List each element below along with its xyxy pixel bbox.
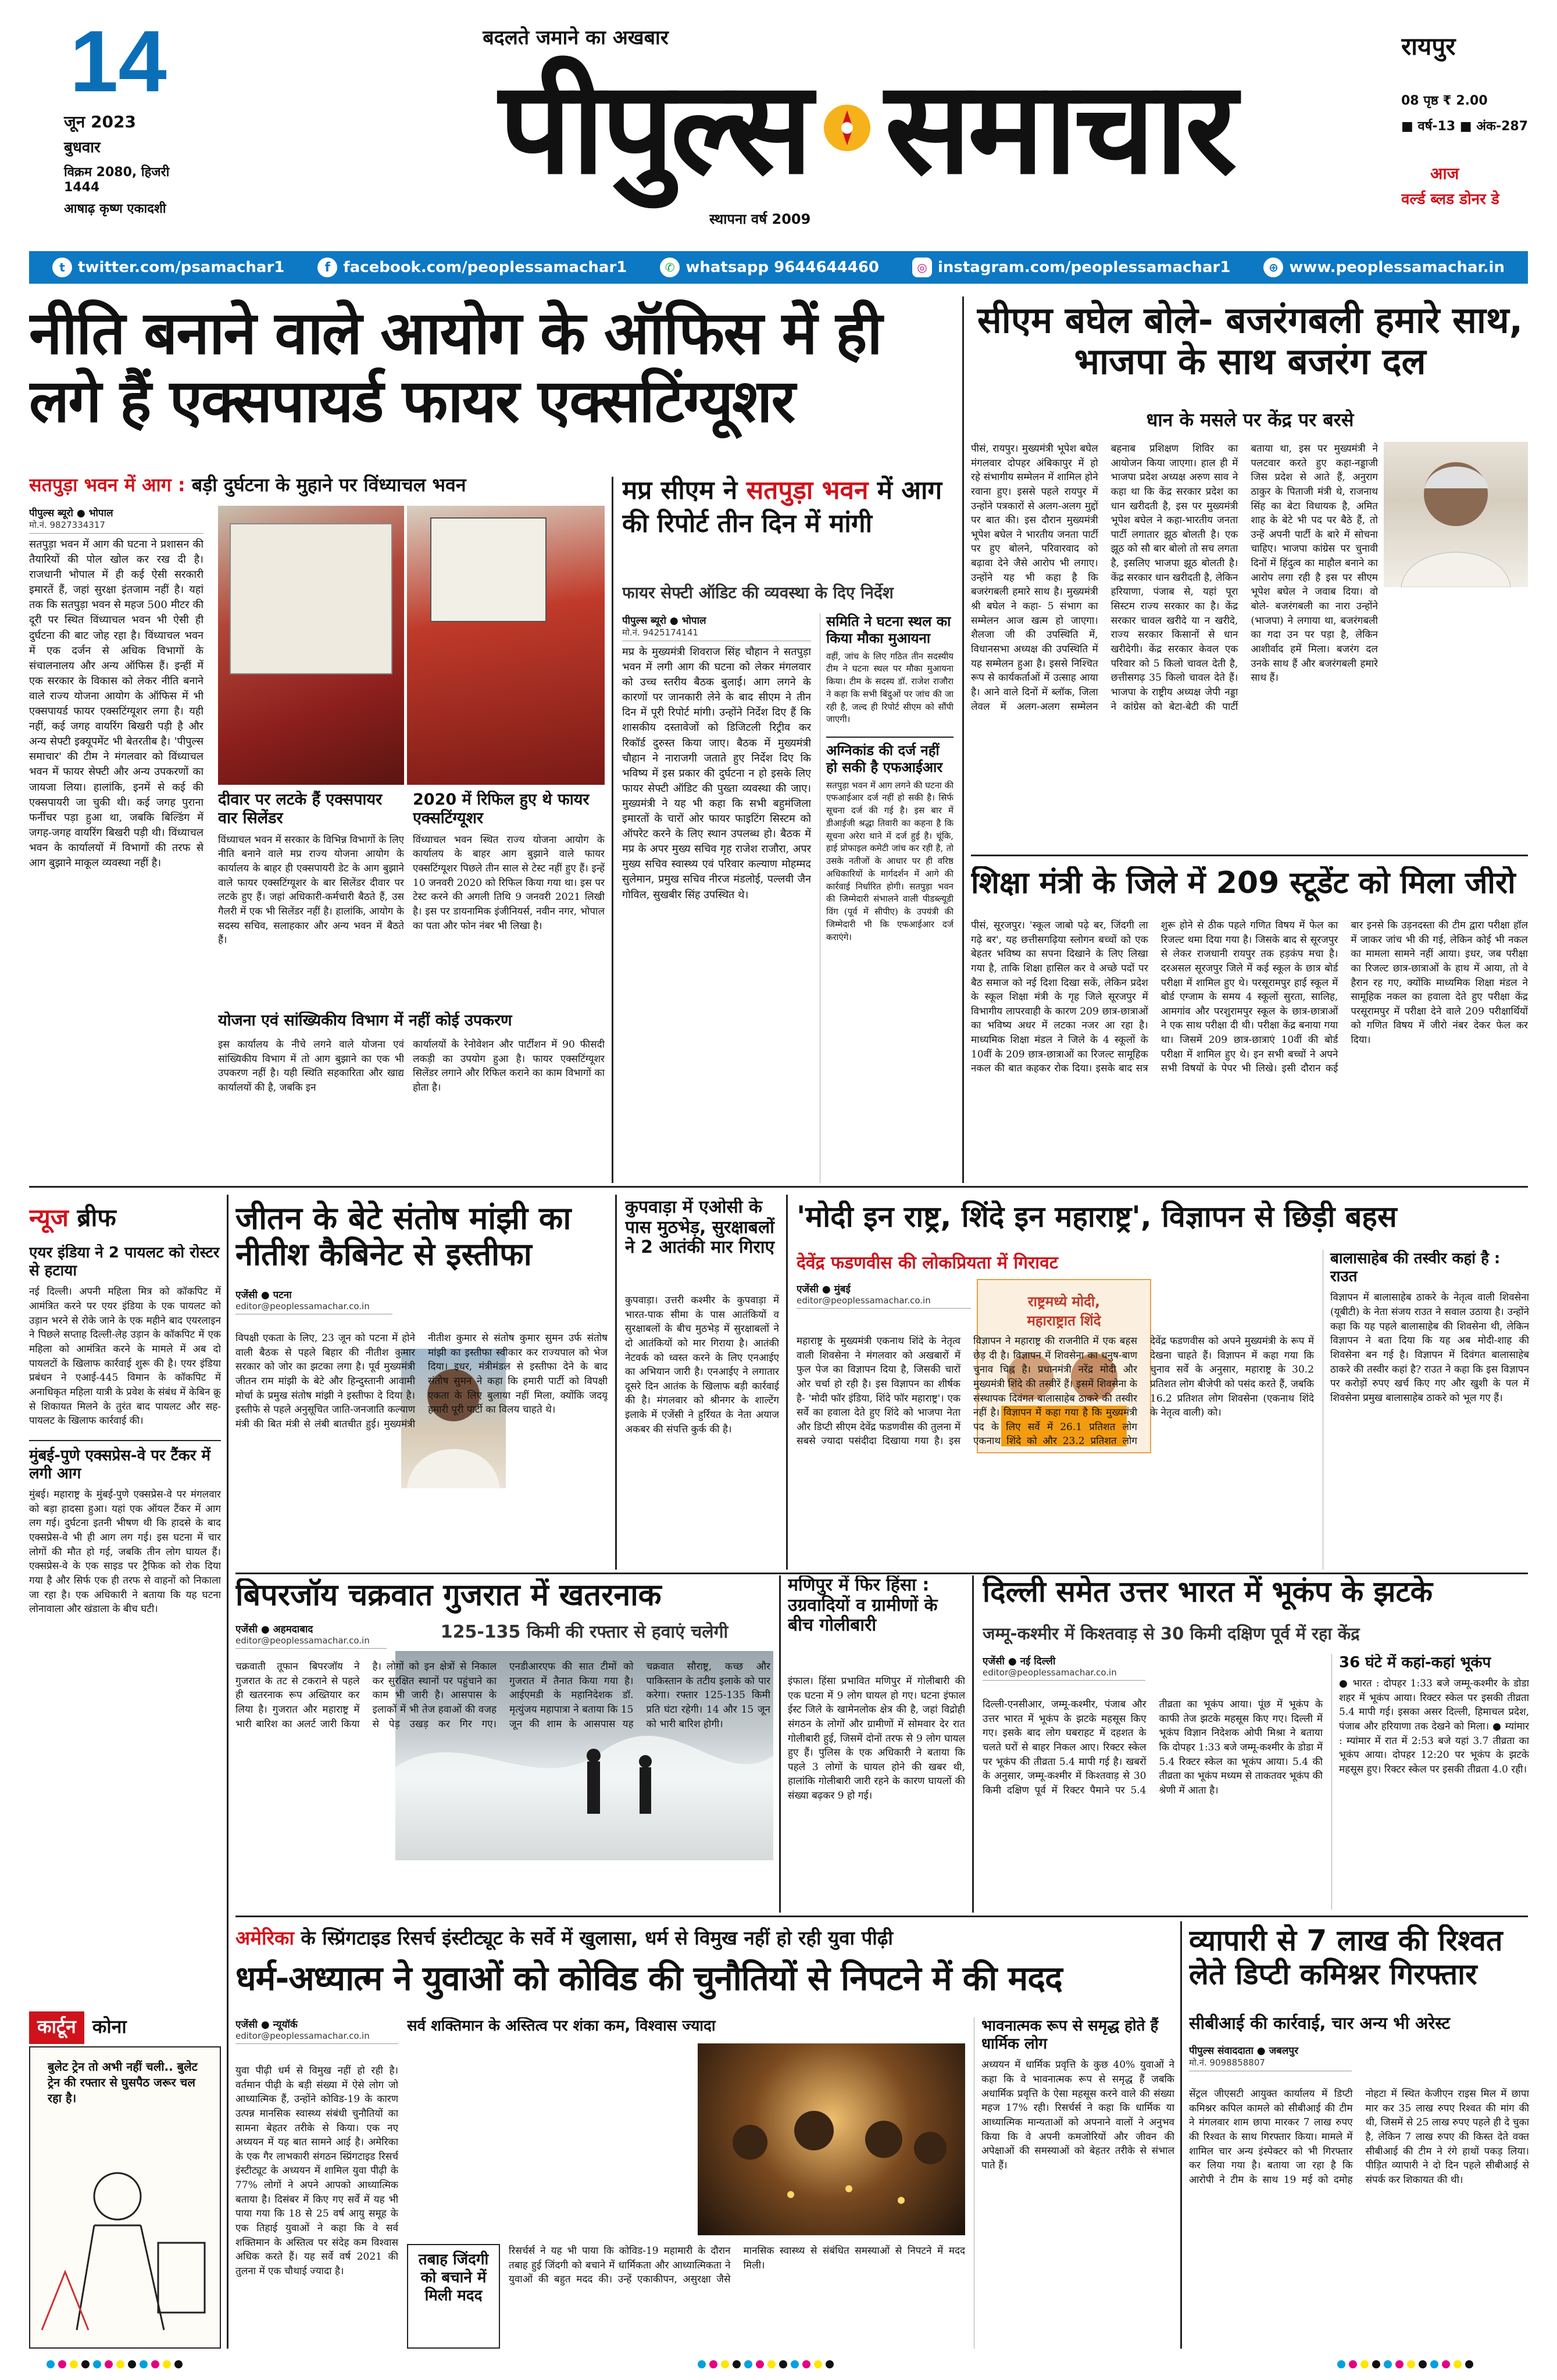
cg-subhead: धान के मसले पर केंद्र पर बरसे <box>1146 409 1354 431</box>
bribe-headline: व्यापारी से 7 लाख की रिश्वत लेते डिप्टी कमिश्नर गिरफ्तार <box>1189 1924 1503 1991</box>
edu-body: पीसं, सूरजपुर। 'स्कूल जाबो पढ़े बर, जिंदगी ला गढ़े बर', यह छत्तीसगढ़िया स्लोगन बच्चों को एक बेहतर भविष्य का सपना दिखाने के लिए लिखा गया है, ताकि शिक्षा हासिल कर वे अच्छे पदों पर बैठ समाज को नई दिशा दिखा सकें, लेकिन प्रदेश के स्कूल शिक्षा मंत्री के गृह जिले सूरजपुर में विभागीय लापरवाही के कारण 209 छात्र-छात्राओं का भविष्य अधर में लटका नजर आ रहा है। माध्यमिक शिक्षा मंडल ने जिले के 4 स्कूलों के 10वीं के 209 छात्र-छात्राओं का रिजल्ट सामूहिक नकल की बात कहकर रोक दिया। इसके बाद सत्र शुरू होने से ठीक पहले गणित विषय में फेल का रिजल्ट थमा दिया गया है। जिसके बाद से सूरजपुर से लेकर राजधानी रायपुर तक हड़कंप मचा है। दरअसल सूरजपुर जिले में कई स्कूल के छात्र बोर्ड परीक्षा में शामिल हुए थे। परसूरामपुर हाई स्कूल में बोर्ड एग्जाम के समय 4 स्कूलों सुरता, सालिह, आमगांव और परशुरामपुर स्कूल के छात्र-छात्राओं ने एक साथ परीक्षा दी थी। परीक्षा केंद्र बनाया गया था। जिसमें 209 छात्र-छात्राएं 10वीं की बोर्ड परीक्षा में शामिल हुए थे। इन सभी बच्चों ने अपने सभी विषयों के पेपर भी लिखे। इसी दौरान कई बार इनसे कि उड़नदस्ता की टीम द्वारा परीक्षा हॉल में जाकर जांच भी की गई, लेकिन कोई भी नकल का मामला सामने नहीं आया। इधर, जब परीक्षा का रिजल्ट छात्र-छात्राओं के हाथ में आया, तो वे हैरान रह गए, क्योंकि माध्यमिक शिक्षा मंडल ने सामूहिक नकल का हवाला देते हुए परीक्षा केंद्र परसूरामपुर में परीक्षा देने वाले 209 परीक्षार्थियों को गणित विषय में जीरो नंबर देकर फेल कर दिया। <box>971 920 1528 1075</box>
lead-mobile: मो.नं. 9827334317 <box>29 520 105 530</box>
twitter-link[interactable] <box>52 258 284 277</box>
printer-dot <box>105 2360 113 2368</box>
youth-byline-text: एजेंसी ● न्यूयॉर्क <box>235 2019 298 2031</box>
youth-headline: धर्म-अध्यात्म ने युवाओं को कोविड की चुनौतियों से निपटने में की मदद <box>235 1959 1062 1998</box>
youth-byline <box>235 2017 398 2044</box>
quake-email: editor@peoplessamachar.co.in <box>983 1667 1117 1678</box>
printer-color-strip-left <box>47 2360 183 2368</box>
modi-headline: 'मोदी इन राष्ट्र, शिंदे इन महाराष्ट्र', विज्ञापन से छिड़ी बहस <box>797 1200 1397 1234</box>
bribe-byline-block <box>1189 2043 1352 2084</box>
printer-dot <box>151 2360 159 2368</box>
printer-dot <box>1419 2360 1427 2368</box>
printer-color-strip-center <box>698 2360 834 2368</box>
bribe-byline <box>1189 2043 1352 2071</box>
youth-body: युवा पीढ़ी धर्म से विमुख नहीं हो रही है। वर्तमान पीढ़ी के बड़ी संख्या में ऐसे लोग जो आध्यात्मिक हैं, उन्होंने कोविड-19 के कारण उत्पन्न मानसिक स्वास्थ्य संबंधी चुनौतियों का सामना बेहतर तरीके से किया। एक नए अध्ययन में यह बात सामने आई है। अमेरिका के एक गैर लाभकारी संगठन स्प्रिंगटाइड रिसर्च इंस्टीट्यूट के अध्ययन में शामिल युवा पीढ़ी के 77% लोगों ने अपने आपको आध्यात्मिक बताया है। दिसंबर में किए गए सर्वे में यह भी पाया गया कि 18 से 25 वर्ष आयु समूह के एक तिहाई युवाओं ने कहा कि वे सर्व शक्तिमान के अस्तित्व पर संदेह कम विश्वास अधिक करते हैं। यह सर्वे वर्ष 2021 की तुलना में एक चौथाई ज्यादा है। <box>235 2065 398 2277</box>
cyclone-byline-text: एजेंसी ● अहमदाबाद <box>235 1624 313 1635</box>
modi-subhead: देवेंद्र फडणवीस की लोकप्रियता में गिरावट <box>797 1253 1058 1273</box>
modi-byline <box>797 1282 971 1309</box>
jeetan-headline: जीतन के बेटे संतोष मांझी का नीतीश कैबिनेट से इस्तीफा <box>235 1200 572 1273</box>
printer-dot <box>1454 2360 1462 2368</box>
printer-dot <box>756 2360 764 2368</box>
divider-cg-edu <box>971 855 1528 856</box>
bribe-byline-text: पीपुल्स संवाददाता ● जबलपुर <box>1189 2045 1299 2057</box>
printer-dot <box>1384 2360 1392 2368</box>
printer-color-strip-right <box>1337 2360 1473 2368</box>
lead-kicker-rest: बड़ी दुर्घटना के मुहाने पर विंध्याचल भवन <box>191 474 466 496</box>
jeetan-byline <box>235 1288 392 1314</box>
divider-top-section <box>29 1186 1528 1188</box>
printer-dot <box>81 2360 90 2368</box>
raut-title: बालासाहेब की तस्वीर कहां है : राउत <box>1330 1250 1501 1286</box>
extinguisher-photo-left <box>218 506 404 785</box>
edu-headline: शिक्षा मंत्री के जिले में 209 स्टूडेंट को मिला जीरो <box>971 866 1516 900</box>
lead-caption-left-title: दीवार पर लटके हैं एक्सपायर वार सिलेंडर <box>218 791 383 828</box>
divider-youth-bribe <box>1180 1921 1182 2349</box>
youth-side-body: अध्ययन में धार्मिक प्रवृत्ति के कुछ 40% युवाओं ने कहा कि वे भावनात्मक रूप से समृद्ध हैं जबकि अधार्मिक प्रवृत्ति के ऐसा महसूस करने वाले की संख्या महज 17% रही। रिसर्चर्स ने कहा कि धार्मिक या आध्यात्मिक मान्यताओं को अपनाने वालों ने अनुभव किया कि वे अपनी कमजोरियों और जीवन की अपेक्षाओं की समस्याओं को बेहतर तरीके से संभाल पाते हैं। <box>981 2059 1174 2171</box>
youth-kicker-rest: के स्प्रिंगटाइड रिसर्च इंस्टीट्यूट के सर्वे में खुलासा, धर्म से विमुख नहीं हो रही युवा पीढ़ी <box>301 1927 893 1949</box>
printer-dot <box>744 2360 752 2368</box>
mp-cm-headline-post: में आग की रिपोर्ट तीन दिन में मांगी <box>622 476 942 539</box>
ad-line-2: महाराष्ट्रात शिंदे <box>1027 1313 1101 1329</box>
printer-dot <box>709 2360 717 2368</box>
printer-dot <box>128 2360 136 2368</box>
printer-dot <box>1349 2360 1357 2368</box>
fir-box-body: सतपुड़ा भवन में आग लगने की घटना की एफआईआर दर्ज नहीं हो सकी है। सिर्फ सूचना दर्ज की गई है। इस बार में डीआईजी श्रद्धा तिवारी का कहना है कि सूचना अरेरा थाने में दर्ज हुई है। चूंकि, हाई प्रोफाइल कमेटी जांच कर रही है, तो उसके नतीजों के आधार पर ही वरिष्ठ अधिकारियों के मार्गदर्शन में आगे की कार्रवाई निर्धारित होगी। सतपुड़ा भवन की जिम्मेदारी संभालने वाली पीडब्ल्यूडी विंग (पूर्व में सीपीए) के उपयंत्री की जिम्मेदारी भी कि एफआईआर दर्ज कराएंगे। <box>826 780 954 942</box>
twitter-icon: t <box>52 258 72 277</box>
printer-dot <box>802 2360 810 2368</box>
lead-body: सतपुड़ा भवन में आग की घटना ने प्रशासन की तैयारियों की पोल खोल कर रख दी है। राजधानी भोपाल में ही कई ऐसी सरकारी इमारतें हैं, जहां सुरक्षा इंतजाम नहीं है। यहां तक कि सतपुड़ा भवन से महज 500 मीटर की दूरी पर स्थित विंध्याचल भवन भी ऐसी ही दुर्घटना की बाट जोह रहा है। विंध्याचल भवन में एक दर्जन से अधिक विभागों के संचालनालय और अन्य ऑफिस हैं। इन्हीं में एक सरकार के विकास को लेकर नीति बनाने वाले राज्य योजना आयोग के ऑफिस में भी एक्सपायर्ड फायर एक्सटिंग्यूशर लगा है। यही नहीं, कई जगह वायरिंग बिखरी पड़ी है और अन्य सेफ्टी इक्यूपमेंट भी बेतरतीब है। 'पीपुल्स समाचार' की टीम ने मंगलवार को विंध्याचल भवन में फायर सेफ्टी और अन्य उपकरणों का जायजा लिया। हालांकि, इनमें से कई की एक्सपायरी जा चुकी थी। कई जगह पुराना फर्नीचर पड़ा हुआ था, जबकि बिल्डिंग में जगह-जगह वायरिंग बिखरी पड़ी थी। विंध्याचल भवन के कार्यालयों में विभागों की तरफ से आग बुझाने माकूल व्यवस्था नहीं है। <box>29 538 203 869</box>
extinguisher-label-left <box>230 523 392 674</box>
crowd-candles-icon <box>698 2043 965 2235</box>
date-day: 14 <box>70 17 167 110</box>
today-label: आज <box>1430 164 1459 183</box>
brief-air-india-body: नई दिल्ली। अपनी महिला मित्र को कॉकपिट में आमंत्रित करने पर एयर इंडिया के एक पायलट को उड़ान भरने से रोके जाने के एक महीने बाद एयरलाइन ने पिछले सप्ताह दिल्ली-लेह उड़ान के कॉकपिट में एक महिला को आमंत्रित करने के मामले में अब दो पायलटों के खिलाफ कार्रवाई शुरू की है। एयर इंडिया प्रबंधन ने एआई-445 विमान के कॉकपिट में अनाधिकृत महिला यात्री के प्रवेश के संबंध में केबिन क्रू से शिकायत मिलने के तुरंत बाद पायलट और सह-पायलट के खिलाफ कार्रवाई की। <box>29 1286 221 1427</box>
cartoon-panel <box>29 2046 221 2349</box>
extinguisher-photo-right <box>407 506 605 785</box>
mp-cm-byline-text: पीपुल्स ब्यूरो ● भोपाल <box>622 615 706 627</box>
tagline: बदलते जमाने का अखबार <box>483 26 669 49</box>
printer-dot <box>1360 2360 1369 2368</box>
quake-sidebar <box>1331 1654 1529 1910</box>
cartoon-label <box>29 2011 221 2044</box>
edition-info <box>1401 29 1534 259</box>
youth-box-title: तबाह जिंदगी को बचाने में मिली मदद <box>418 2251 489 2305</box>
lead-sub-left: इस कार्यालय के नीचे लगने वाले योजना एवं सांख्यिकीय विभाग में तो आग बुझाने का एक भी उपकरण नहीं है। यही स्थिति सहकारिता और खाद्य कार्यालयों की है, जबकि इन <box>218 1039 404 1093</box>
printer-dot <box>733 2360 741 2368</box>
website-url: www.peoplessamachar.in <box>1289 259 1505 276</box>
divider-cyclone-manipur <box>779 1575 781 1913</box>
manipur-headline: मणिपुर में फिर हिंसा : उग्रवादियों व ग्रामीणों के बीच गोलीबारी <box>788 1575 938 1635</box>
cartoon-label-black: कोना <box>92 2016 127 2038</box>
youth-kicker <box>235 1924 1166 1953</box>
date-month-year: जून 2023 <box>64 112 136 131</box>
divider-lead-mp <box>612 477 613 1183</box>
cg-body: पीसं, रायपुर। मुख्यमंत्री भूपेश बघेल मंगलवार दोपहर अंबिकापुर में हो रहे संभागीय सम्मेलन में शामिल होने रवाना हुए। इससे पहले रायपुर में उन्होंने पत्रकारों से अलग-अलग मुद्दों पर बात की। इस दौरान मुख्यमंत्री भूपेश बघेल ने भारतीय जनता पार्टी पर हुए बोलने, परिवारवाद को बढ़ावा देने जैसे आरोप भी लगाए। उन्होंने यह भी कहा है कि बजरंगबली हमारे साथ है। मुख्यमंत्री श्री बघेल ने कहा- 5 संभाग का सम्मेलन आज खत्म हो जाएगा। शैलजा जी की उपस्थिति में, विधानसभा अध्यक्ष की उपस्थिति में यह सम्मेलन हुआ है। इससे निश्चित रूप से कार्यकर्ताओं में उत्साह आया है। आने वाले दिनों में ब्लॉक, जिला लेवल में अलग-अलग सम्मेलन बहनाब प्रशिक्षण शिविर का आयोजन किया जाएगा। हाल ही में भाजपा प्रदेश अध्यक्ष अरुण साव ने कहा था कि केंद्र सरकार प्रदेश का धान खरीदती है, इस पर मुख्यमंत्री भूपेश बघेल ने कहा-भारतीय जनता पार्टी लगातार झूठ बोलती है। एक झूठ को सौ बार बोलो तो सच लगता है, इसलिए भाजपा झूठ बोलती है। केंद्र सरकार धान खरीदती है, लेकिन हरियाणा, पंजाब से, यहां पूरा सिस्टम राज्य सरकार का है। केंद्र सरकार चावल खरीदे या न खरीदे, राज्य सरकार किसानों से धान खरीदेगी। केंद्र सरकार केवल एक परिवार को 5 किलो चावल देती है, छत्तीसगढ़ 35 किलो चावल देते हैं। भाजपा के राष्ट्रीय अध्यक्ष जेपी नड्डा ने कांग्रेस को बेटा-बेटी की पार्टी बताया था, इस पर मुख्यमंत्री ने पलटवार करते हुए कहा-नड्डाजी जिस प्रदेश से आते हैं, अनुराग ठाकुर के पिताजी मंत्री थे, राजनाथ सिंह का बेटा विधायक है, अमित शाह के बेटे भी पद पर बैठे हैं, तो उन्हें अपनी पार्टी के बारे में सोचना चाहिए। भाजपा कांग्रेस पर चुनावी दिनों में हिंदुत्व का माहौल बनाने का आरोप लगा रही है इस पर सीएम भूपेश बघेल ने जवाब दिया। वो बोले- बजरंगबली का नारा उन्होंने (भाजपा) ने लगाया था, बजरंगबली का गदा उन पर पड़ा है, लेकिन आशीर्वाद हमें मिला। बजरंग दल उनके साथ हैं और बजरंगबली हमारे साथ हैं। <box>971 443 1378 713</box>
today-event: वर्ल्ड ब्लड डोनर डे <box>1401 191 1499 208</box>
cartoon-label-red: कार्टून <box>29 2011 84 2044</box>
printer-dot <box>174 2360 183 2368</box>
printer-dot <box>826 2360 834 2368</box>
facebook-handle: facebook.com/peoplessamachar1 <box>343 259 627 276</box>
lead-byline <box>29 506 203 534</box>
printer-dot <box>1372 2360 1380 2368</box>
quake-byline-text: एजेंसी ● नई दिल्ली <box>983 1656 1056 1667</box>
whatsapp-icon: ✆ <box>660 258 680 277</box>
news-brief-label-red: न्यूज <box>29 1203 69 1232</box>
tithi: आषाढ़ कृष्ण एकादशी <box>64 202 166 216</box>
printer-dot <box>814 2360 822 2368</box>
portrait-silhouette-icon <box>1384 442 1528 587</box>
extinguisher-label-right <box>430 517 547 622</box>
manipur-body: इंफाल। हिंसा प्रभावित मणिपुर में गोलीबारी की एक घटना में 9 लोग घायल हो गए। घटना इंफाल ईस्ट जिले के खामेनलोक क्षेत्र की है, जहां विद्रोही संगठन के लोगों और ग्रामीणों में सोमवार देर रात गोलीबारी हुई, जिसमें दोनों तरफ से 9 लोग घायल हुए हैं। पुलिस के एक अधिकारी ने बताया कि पहले 3 लोगों के घायल होने की खबर थी, हालांकि गोलीबारी जारी रहने के कारण घायलों की संख्या बढ़कर 9 हो गई। <box>788 1675 965 1802</box>
youth-byline-block <box>235 2017 398 2058</box>
quake-side-body: ● भारत : दोपहर 1:33 बजे जम्मू-कश्मीर के डोडा शहर में भूकंप आया। रिक्टर स्केल पर इसकी तीव्रता 5.4 मापी गई। इसका असर दिल्ली, हिमाचल प्रदेश, पंजाब और हरियाणा तक देखने को मिला। ● म्यांमार : म्यांमार में रात में 2:53 बजे यहां 3.7 तीव्रता का भूकंप आया। दोपहर 12:20 पर भूकंप के झटके महसूस हुए। रिक्टर स्केल पर इसकी तीव्रता 4.0 रही। <box>1339 1678 1529 1776</box>
bhupesh-baghel-photo <box>1384 442 1528 587</box>
lead-body-column <box>29 506 203 1174</box>
printer-dot <box>70 2360 78 2368</box>
ad-line-1: राष्ट्रमध्ये मोदी, <box>1027 1293 1101 1310</box>
raut-sidebar <box>1323 1250 1529 1570</box>
committee-box-title: समिति ने घटना स्थल का किया मौका मुआयना <box>826 613 951 646</box>
cartoon-speech: बुलेट ट्रेन तो अभी नहीं चली.. बुलेट ट्रेन की रफ्तार से घुसपैठ जरूर चल रहा है। <box>48 2060 198 2105</box>
printer-dot <box>47 2360 55 2368</box>
lead-headline: नीति बनाने वाले आयोग के ऑफिस में ही लगे हैं एक्सपायर्ड फायर एक्सटिंग्यूशर <box>29 299 881 437</box>
whatsapp-link[interactable] <box>660 258 879 277</box>
youth-box <box>407 2244 500 2349</box>
facebook-icon: f <box>317 258 337 277</box>
globe-icon: ⊕ <box>1263 258 1283 277</box>
samvat: विक्रम 2080, हिजरी 1444 <box>64 165 170 195</box>
lead-caption-right <box>413 791 605 1012</box>
fir-box-title: अग्निकांड की दर्ज नहीं हो सकी है एफआईआर <box>826 737 954 776</box>
printer-dot <box>58 2360 66 2368</box>
raut-body: विज्ञापन में बालासाहेब ठाकरे के नेतृत्व वाली शिवसेना (यूबीटी) के नेता संजय राउत ने सवाल उठाया है। उन्होंने कहा कि यह पहले बालासाहेब की शिवसेना थी, लेकिन विज्ञापन ने बता दिया कि यह अब मोदी-शाह की शिवसेना बन गई है। विज्ञापन में दिवंगत बालासाहेब ठाकरे की तस्वीर कहां है? राउत ने कहा कि इस विज्ञापन पर करोड़ों रुपए खर्च किए गए और खुशी के पल में शिवसेना प्रमुख बालासाहेब ठाकरे को भूल गए हैं। <box>1330 1292 1529 1404</box>
modi-byline-text: एजेंसी ● मुंबई <box>797 1284 851 1295</box>
divider-lower <box>235 1916 1528 1917</box>
masthead <box>23 12 1534 259</box>
brief-air-india-title: एयर इंडिया ने 2 पायलट को रोस्टर से हटाया <box>29 1244 220 1280</box>
mp-cm-subhead: फायर सेफ्टी ऑडिट की व्यवस्था के दिए निर्देश <box>622 583 894 602</box>
bribe-mobile: मो.नं. 9098858807 <box>1189 2057 1265 2068</box>
quake-byline <box>983 1654 1145 1681</box>
date-block <box>23 17 209 238</box>
printer-dot <box>1337 2360 1345 2368</box>
cyclone-byline-block <box>235 1622 387 1657</box>
youth-kicker-red: अमेरिका <box>235 1927 294 1949</box>
printer-dot <box>1395 2360 1404 2368</box>
social-bar <box>29 251 1528 284</box>
mp-cm-headline-pre: मप्र सीएम ने <box>622 476 738 505</box>
instagram-icon: ◎ <box>912 258 932 277</box>
divider-brief <box>227 1195 228 2349</box>
youth-prayer-photo <box>698 2043 965 2235</box>
cg-headline: सीएम बघेल बोले- बजरंगबली हमारे साथ, भाजपा के साथ बजरंग दल <box>977 299 1523 383</box>
pages-price: 08 पृष्ठ ₹ 2.00 <box>1401 94 1488 108</box>
title-emblem-icon <box>821 102 873 154</box>
lead-sub-right: कार्यालयों के रेनोवेशन और पार्टीशन में 90 फीसदी लकड़ी का उपयोग हुआ है। फायर एक्सटिंग्यूशर सिलेंडर लगाने और रिफिल कराने का काम विभागों का होता है। <box>413 1039 605 1093</box>
mp-cm-body: मप्र के मुख्यमंत्री शिवराज सिंह चौहान ने सतपुड़ा भवन में लगी आग की घटना को लेकर मंगलवार को उच्च स्तरीय बैठक बुलाई। आग लगने के कारणों पर जानकारी लेने के बाद सीएम ने तीन दिन में पूरी रिपोर्ट मांगी। उन्होंने निर्देश दिए हैं कि शासकीय दस्तावेजों को डिजिटली रिट्रीव कर रिकॉर्ड दुरुस्त किया जाए। बैठक में मुख्यमंत्री चौहान ने नाराजगी जताते हुए निर्देश दिए कि भविष्य में इस प्रकार की दुर्घटना न हो इसके लिए फायर सेफ्टी ऑडिट की पुख्ता व्यवस्था की जाए। मुख्यमंत्री ने यह भी कहा कि सभी बहुमंजिला इमारतों के चारों ओर फायर फाइटिंग सिस्टम को ऑपरेट करने के लिए स्थान उपलब्ध हो। बैठक में मप्र के अपर मुख्य सचिव गृह राजेश राजौरा, अपर मुख्य सचिव स्वास्थ्य एवं परिवार कल्याण मोहम्मद सुलेमान, प्रमुख सचिव नीरज मंडलोई, पल्लवी जैन गोविल, सुखबीर सिंह उपस्थित थे। <box>622 646 811 901</box>
brief-tanker-title: मुंबई-पुणे एक्सप्रेस-वे पर टैंकर में लगी आग <box>29 1440 221 1483</box>
city: रायपुर <box>1401 32 1456 60</box>
quake-side-title: 36 घंटे में कहां-कहां भूकंप <box>1339 1654 1491 1671</box>
news-brief-label <box>29 1200 221 1235</box>
printer-dot <box>116 2360 124 2368</box>
divider-kupwara-modi <box>786 1195 788 1570</box>
news-brief-label-black: ब्रीफ <box>77 1203 116 1232</box>
title-left: पीपुल्स <box>499 53 809 202</box>
volume-issue: ■ वर्ष-13 ■ अंक-287 <box>1401 119 1529 134</box>
printer-dot <box>1465 2360 1473 2368</box>
kupwara-headline: कुपवाड़ा में एओसी के पास मुठभेड़, सुरक्षाबलों ने 2 आतंकी मार गिराए <box>625 1198 775 1257</box>
instagram-handle: instagram.com/peoplessamachar1 <box>937 259 1231 276</box>
printer-dot <box>767 2360 776 2368</box>
divider-mp-cg <box>962 296 964 1183</box>
quake-headline: दिल्ली समेत उत्तर भारत में भूकंप के झटके <box>983 1575 1433 1609</box>
youth-photo-caption: सर्व शक्तिमान के अस्तित्व पर शंका कम, विश्वास ज्यादा <box>407 2017 716 2035</box>
printer-dot <box>779 2360 787 2368</box>
brief-tanker-body: मुंबई। महाराष्ट्र के मुंबई-पुणे एक्सप्रेस-वे पर मंगलवार को बड़ा हादसा हुआ। यहां एक ऑयल टैंकर में आग लग गई। दुर्घटना इतनी भीषण थी कि हादसे के बाद एक्सप्रेस-वे भी ही आग लग गई। इस घटना में चार लोगों की मौत हो गई, जबकि तीन लोग घायल हैं। एक्सप्रेस-वे के एक साइड पर ट्रैफिक को रोक दिया गया है और सिर्फ एक ही तरफ से वाहनों को निकाला जा रहा है। एक अधिकारी ने बताया कि यह घटना लोनावाला और खंडाला के बीच घटी। <box>29 1489 221 1616</box>
twitter-handle: twitter.com/psamachar1 <box>78 259 285 276</box>
printer-dot <box>1442 2360 1450 2368</box>
mp-cm-body-col <box>622 613 811 1183</box>
jeetan-byline-text: एजेंसी ● पटना <box>235 1289 292 1301</box>
lead-caption-left-body: विंध्याचल भवन में सरकार के विभिन्न विभागों के लिए नीति बनाने वाले मप्र राज्य योजना आयोग के कार्यालय के बाहर ही एक्सपायरी डेट के आग बुझाने वाले फायर एक्सटिंग्यूशर के बार सिलेंडर दीवार पर लटके हुए हैं। जहां अधिकारी-कर्मचारी बैठते हैं, उस गैलरी में एक भी सिलेंडर नहीं है। हालांकि, आयोग के सदस्य सचिव, सलाहकार और अन्य भवन में बैठते हैं। <box>218 834 404 946</box>
printer-dot <box>791 2360 799 2368</box>
mp-cm-headline-red: सतपुड़ा भवन <box>746 476 869 505</box>
youth-email: editor@peoplessamachar.co.in <box>235 2031 370 2041</box>
website-link[interactable] <box>1263 258 1505 277</box>
printer-dot <box>93 2360 101 2368</box>
modi-body: महाराष्ट्र के मुख्यमंत्री एकनाथ शिंदे के नेतृत्व वाली शिवसेना ने मंगलवार को अखबारों में फुल पेज का विज्ञापन दिया है, जिसकी चारों ओर चर्चा हो रही है। इस विज्ञापन का शीर्षक है- 'मोदी फॉर इंडिया, शिंदे फॉर महाराष्ट्र'। एक सर्वे का हवाला देते हुए शिंदे को भाजपा नेता और डिप्टी सीएम देवेंद्र फडणवीस की तुलना में सबसे ज्यादा पसंदीदा दिखाया गया है। इस विज्ञापन ने महाराष्ट्र की राजनीति में एक बहस छेड़ दी है। विज्ञापन में शिवसेना का धनुष-बाण चुनाव चिह्न है। प्रधानमंत्री नरेंद्र मोदी और मुख्यमंत्री शिंदे की तस्वीरें हैं। इसमें शिवसेना के संस्थापक दिवंगत बालासाहेब ठाकरे की तस्वीर नहीं है। विज्ञापन में कहा गया है कि मुख्यमंत्री पद के लिए सर्वे में 26.1 प्रतिशत लोग एकनाथ शिंदे को और 23.2 प्रतिशत लोग देवेंद्र फडणवीस को अपने मुख्यमंत्री के रूप में देखना चाहते हैं। विज्ञापन में कहा गया कि चुनाव सर्वे के अनुसार, महाराष्ट्र के 30.2 प्रतिशत लोग बीजेपी को पसंद करते हैं, जबकि 16.2 प्रतिशत लोग शिवसेना (एकनाथ शिंदे के नेतृत्व वाली) को। <box>797 1335 1314 1448</box>
cyclone-photo-caption: 125-135 किमी की रफ्तार से हवाएं चलेगी <box>440 1622 728 1642</box>
committee-box-body: वहीं, जांच के लिए गठित तीन सदस्यीय टीम ने घटना स्थल पर मौका मुआयना किया। टीम के सदस्य डॉ. राजेश राजौरा ने कहा कि सभी बिंदुओं पर जांच की जा रही है, जल्द ही रिपोर्ट सीएम को सौंपी जाएगी। <box>826 651 954 725</box>
lead-byline-text: पीपुल्स ब्यूरो ● भोपाल <box>29 508 113 519</box>
printer-dot <box>698 2360 706 2368</box>
mp-cm-mobile: मो.नं. 9425174141 <box>622 627 698 638</box>
cyclone-email: editor@peoplessamachar.co.in <box>235 1635 370 1646</box>
cyclone-byline <box>235 1622 387 1649</box>
youth-box-body: रिसर्चर्स ने यह भी पाया कि कोविड-19 महामारी के दौरान तबाह हुई जिंदगी को बचाने में धार्मिकता और आध्यात्मिकता ने युवाओं की बहुत मदद की। उन्हें एकाकीपन, असुरक्षा जैसे मानसिक स्वास्थ्य से संबंधित समस्याओं से निपटने में मदद मिली। <box>509 2245 965 2286</box>
mp-cm-sidebar <box>820 613 954 1183</box>
quake-subhead: जम्मू-कश्मीर में किश्तवाड़ से 30 किमी दक्षिण पूर्व में रहा केंद्र <box>983 1624 1360 1643</box>
lead-kicker-red: सतपुड़ा भवन में आग : <box>29 474 185 496</box>
jeetan-byline-block <box>235 1288 392 1328</box>
lead-kicker <box>29 472 605 499</box>
modi-email: editor@peoplessamachar.co.in <box>797 1295 931 1306</box>
newspaper-title <box>291 47 1442 209</box>
divider-mid <box>235 1573 1528 1574</box>
instagram-link[interactable] <box>912 258 1230 277</box>
bribe-body: सेंट्रल जीएसटी आयुक्त कार्यालय में डिप्टी कमिश्नर कपिल कामले को सीबीआई की टीम ने मंगलवार शाम छापा मारकर 7 लाख रुपए की रिश्वत के साथ गिरफ्तार किया। मामले में शामिल चार अन्य इंस्पेक्टर को भी गिरफ्तार कर लिया गया है। बताया जा रहा है कि आरोपी ने टीम के साथ 19 मई को दमोह नोहटा में स्थित केजीएन राइस मिल में छापा मार कर 35 लाख रुपए रिश्वत की मांग की थी, जिसमें से 25 लाख रुपए पहले ही दे चुका है, लेकिन 7 लाख रुपए की किस्त देते वक्त सीबीआई की टीम ने रंगे हाथों पकड़ लिया। पीड़ित व्यापारी ने दो दिन पहले सीबीआई से संपर्क कर शिकायत की थी। <box>1189 2088 1529 2186</box>
lead-caption-left <box>218 791 404 1012</box>
lead-subkicker: योजना एवं सांख्यिकीय विभाग में नहीं कोई उपकरण <box>218 1012 512 1030</box>
divider-manipur-quake <box>972 1575 974 1913</box>
established: स्थापना वर्ष 2009 <box>709 211 811 227</box>
lead-caption-right-body: विंध्याचल भवन स्थित राज्य योजना आयोग के कार्यालय के बाहर आग बुझाने वाले फायर एक्सटिंग्यूशर पिछले तीन साल से टेस्ट नहीं हुए हैं। इन्हें 10 जनवरी 2020 को रिफिल किया गया था। इस पर टेस्ट करने की अगली तिथि 9 जनवरी 2021 लिखी है। इस पर डायनामिक इंजीनियर्स, नवीन नगर, भोपाल का पता और फोन नंबर भी लिखा है। <box>413 834 605 932</box>
jeetan-email: editor@peoplessamachar.co.in <box>235 1301 370 1311</box>
cyclone-headline: बिपरजॉय चक्रवात गुजरात में खतरनाक <box>235 1578 662 1613</box>
divider-jeetan-kupwara <box>615 1195 617 1570</box>
quake-byline-block <box>983 1654 1145 1695</box>
printer-dot <box>1430 2360 1438 2368</box>
printer-dot <box>163 2360 171 2368</box>
youth-center-text <box>407 2043 686 2235</box>
printer-dot <box>140 2360 148 2368</box>
mp-cm-headline <box>622 474 948 555</box>
youth-sidebar <box>974 2017 1174 2349</box>
printer-dot <box>721 2360 729 2368</box>
cyclone-body: चक्रवाती तूफान बिपरजॉय ने गुजरात के तट से टकराने से पहले ही खतरनाक रूप अख्तियार कर लिया है। गुजरात और महाराष्ट्र में भारी बारिश का अलर्ट जारी किया है। लोगों को इन क्षेत्रों से निकाल कर सुरक्षित स्थानों पर पहुंचाने का काम भी जारी है। आसपास के इलाकों में भी तेज हवाओं की वजह से पेड़ उखड़ कर गिर गए। एनडीआरएफ की सात टीमों को गुजरात में तैनात किया गया है। आईएमडी के महानिदेशक डॉ. मृत्युंजय महापात्रा ने बताया कि 15 जून की शाम के आसपास यह चक्रवात सौराष्ट्र, कच्छ और पाकिस्तान के तटीय इलाके को पार करेगा। रफ्तार 125-135 किमी प्रति घंटा रहेगी। 14 और 15 जून को भारी बारिश होगी। <box>235 1661 770 1730</box>
quake-body: दिल्ली-एनसीआर, जम्मू-कश्मीर, पंजाब और उत्तर भारत में भूकंप के झटके महसूस किए गए। इसके बाद लोग घबराहट में दहशत के चलते घरों से बाहर निकल आए। रिक्टर स्केल पर भूकंप की तीव्रता 5.4 मापी गई है। खबरों के अनुसार, जम्मू-कश्मीर में किश्तवाड़ से 30 किमी दक्षिण पूर्व में रिक्टर पैमाने पर 5.4 तीव्रता का भूकंप आया। पूंछ में भूकंप के काफी तेज झटके महसूस किए गए। दिल्ली में भूकंप विज्ञान निदेशक ओपी मिश्रा ने बताया कि दोपहर 1:33 बजे जम्मू-कश्मीर के डोडा में 5.4 रिक्टर स्केल का भूकंप आया। 5.4 की तीव्रता का भूकंप मध्यम से ताकतवर भूकंप की श्रेणी में आता है। <box>983 1699 1323 1796</box>
facebook-link[interactable] <box>317 258 627 277</box>
whatsapp-number: whatsapp 9644644460 <box>685 259 880 276</box>
weekday: बुधवार <box>64 139 101 156</box>
bribe-subhead: सीबीआई की कार्रवाई, चार अन्य भी अरेस्ट <box>1189 2013 1451 2033</box>
mp-cm-byline <box>622 613 811 641</box>
cartoon-drawing-icon <box>30 2156 220 2347</box>
youth-side-title: भावनात्मक रूप से समृद्ध होते हैं धार्मिक लोग <box>981 2017 1159 2053</box>
jeetan-body: विपक्षी एकता के लिए, 23 जून को पटना में होने वाली बैठक से पहले बिहार की नीतीश कुमार सरकार को जोर का झटका लगा है। पूर्व मुख्यमंत्री जीतन राम मांझी के बेटे और हिन्दुस्तानी आवामी मोर्चा के प्रमुख संतोष मांझी ने इस्तीफा दे दिया है। इस्तीफे से पहले अनुसूचित जाति-जनजाति कल्याण मंत्री की बित मंत्री से लंबी बातचीत हुई। मुख्यमंत्री नीतीश कुमार से संतोष कुमार सुमन उर्फ संतोष मांझी का इस्तीफा स्वीकार कर राज्यपाल को भेज दिया। इधर, मंत्रीमंडल से इस्तीफा देने के बाद संतोष सुमन ने कहा कि हमारी पार्टी को विपक्षी एकता के लिए बुलाया नहीं मिला, क्योंकि जदयू हमारी पूरी पार्टी का विलय चाहते थे। <box>235 1332 608 1430</box>
title-right: समाचार <box>884 53 1234 202</box>
kupwara-body: कुपवाड़ा। उत्तरी कश्मीर के कुपवाड़ा में भारत-पाक सीमा के पास आतंकियों व सुरक्षाबलों के बीच मुठभेड़ में सुरक्षाबलों ने दो आतंकियों को मार गिराया है। आतंकी नेटवर्क को ध्वस्त करने के लिए एनआईए का अभियान जारी है। एनआईए ने लगातार दूसरे दिन आतंक के खिलाफ बड़ी कार्रवाई की है। मंगलवार को श्रीनगर के शाल्टेंग इलाके में एजेंसी ने हुर्रियत के नेता अयाज अकबर की संपत्ति कुर्क की है। <box>625 1295 779 1435</box>
lead-caption-right-title: 2020 में रिफिल हुए थे फायर एक्सटिंग्यूशर <box>413 791 590 828</box>
printer-dot <box>1407 2360 1415 2368</box>
news-brief-column <box>29 1244 221 1988</box>
